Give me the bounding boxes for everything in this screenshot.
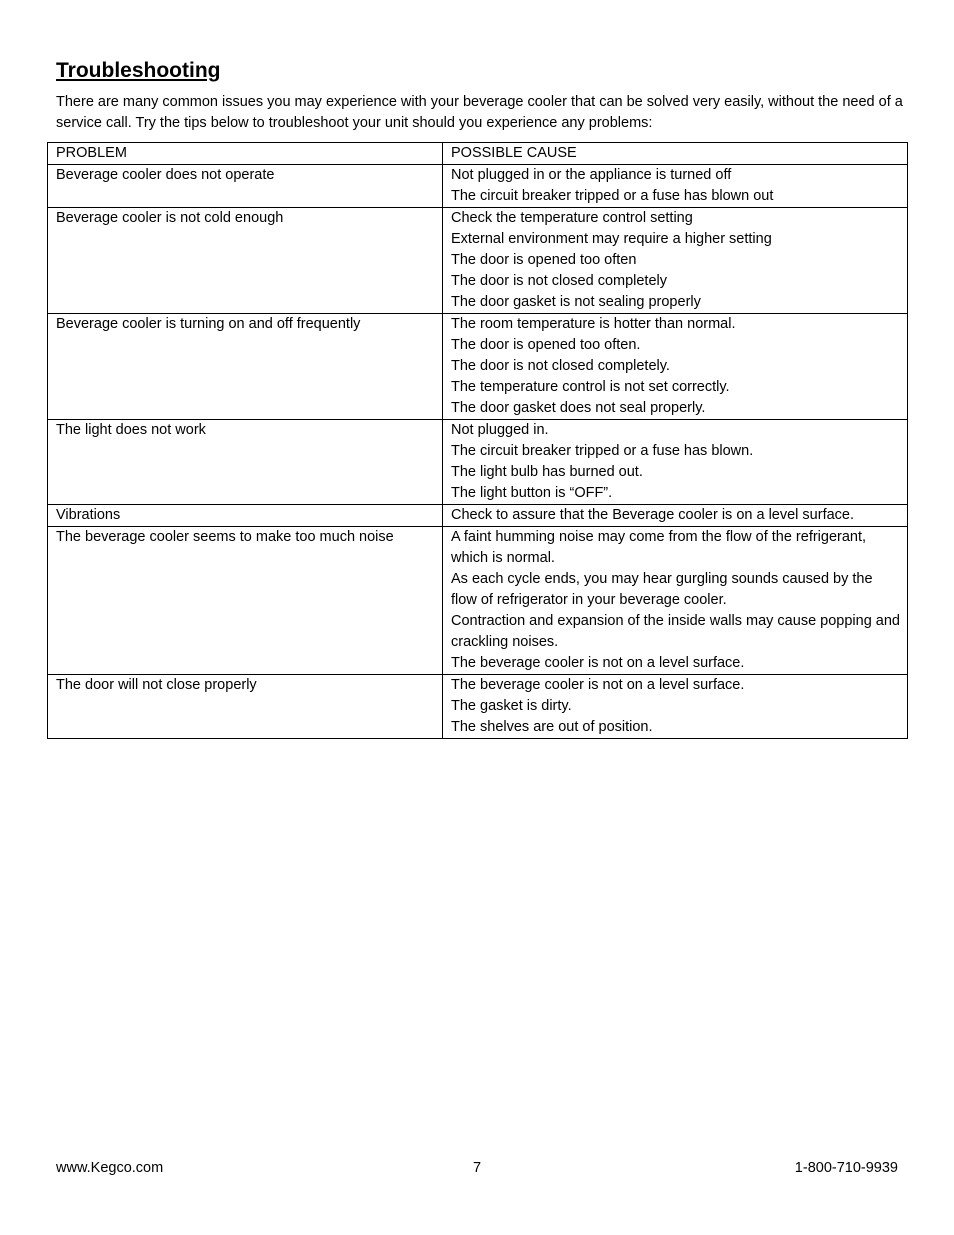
cause-item: The light bulb has burned out. (451, 464, 643, 480)
cause-item: The beverage cooler is not on a level surface. (451, 677, 745, 693)
cause-item: The room temperature is hotter than normal. (451, 316, 736, 332)
page-title: Troubleshooting (56, 59, 221, 82)
intro-paragraph: There are many common issues you may experience with your beverage cooler that can be solved very easily, without the need of a service call. Try the tips below to troubleshoot your unit should you experience any problems: (56, 94, 903, 131)
cause-item: The door gasket is not sealing properly (451, 294, 701, 310)
cause-item: The door is opened too often. (451, 337, 641, 353)
cause-cell (443, 527, 908, 675)
cause-item: Not plugged in or the appliance is turned off (451, 167, 732, 183)
cause-item: The temperature control is not set correctly. (451, 379, 730, 395)
problem-cell: Beverage cooler is not cold enough (48, 208, 443, 314)
cause-item: The shelves are out of position. (451, 719, 653, 735)
table-row (48, 208, 908, 314)
troubleshooting-table (47, 142, 908, 739)
table-body (48, 165, 908, 739)
footer-phone: 1-800-710-9939 (794, 1160, 898, 1176)
table-row (48, 420, 908, 505)
cause-item: The door is not closed completely. (451, 358, 670, 374)
cause-cell (443, 314, 908, 420)
cause-item: Check to assure that the Beverage cooler is on a level surface. (451, 507, 854, 523)
footer-website: www.Kegco.com (56, 1160, 164, 1176)
problem-cell: The door will not close properly (48, 675, 443, 739)
cause-item: The gasket is dirty. (451, 698, 572, 714)
table-row (48, 505, 908, 527)
problem-cell: The beverage cooler seems to make too much noise (48, 527, 443, 675)
footer-page-number: 7 (472, 1160, 482, 1176)
cause-item: Not plugged in. (451, 422, 549, 438)
cause-cell (443, 675, 908, 739)
problem-cell: The light does not work (48, 420, 443, 505)
table-header-row (48, 143, 908, 165)
cause-item: Check the temperature control setting (451, 210, 693, 226)
problem-cell: Beverage cooler is turning on and off frequently (48, 314, 443, 420)
cause-item: As each cycle ends, you may hear gurgling sounds caused by the flow of refrigerator in your beverage cooler. (451, 571, 873, 608)
header-problem: PROBLEM (48, 143, 443, 165)
problem-cell: Vibrations (48, 505, 443, 527)
cause-item: Contraction and expansion of the inside walls may cause popping and crackling noises. (451, 613, 900, 650)
cause-item: The light button is “OFF”. (451, 485, 613, 501)
table-row (48, 675, 908, 739)
cause-cell (443, 420, 908, 505)
problem-cell: Beverage cooler does not operate (48, 165, 443, 208)
cause-item: The door is not closed completely (451, 273, 667, 289)
table-row (48, 165, 908, 208)
cause-cell (443, 208, 908, 314)
cause-item: The door is opened too often (451, 252, 637, 268)
header-possible-cause: POSSIBLE CAUSE (443, 143, 908, 165)
table-row (48, 314, 908, 420)
cause-item: A faint humming noise may come from the flow of the refrigerant, which is normal. (451, 529, 867, 566)
table-row (48, 527, 908, 675)
cause-cell (443, 505, 908, 527)
cause-item: The door gasket does not seal properly. (451, 400, 706, 416)
cause-item: The circuit breaker tripped or a fuse has blown out (451, 188, 774, 204)
cause-item: The beverage cooler is not on a level surface. (451, 655, 745, 671)
cause-item: External environment may require a higher setting (451, 231, 772, 247)
cause-cell (443, 165, 908, 208)
cause-item: The circuit breaker tripped or a fuse has blown. (451, 443, 754, 459)
